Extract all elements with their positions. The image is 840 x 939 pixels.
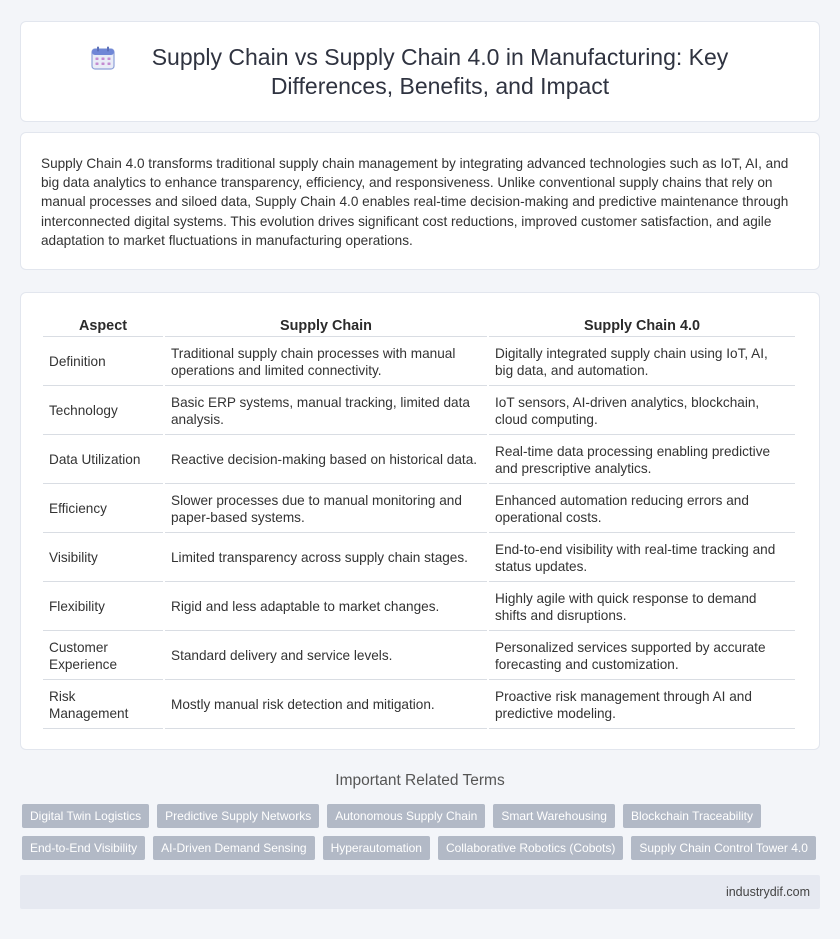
related-term-tag[interactable]: Autonomous Supply Chain bbox=[327, 804, 485, 828]
supply-chain-4-cell: IoT sensors, AI-driven analytics, blockchain, cloud computing. bbox=[489, 388, 795, 435]
aspect-cell: Definition bbox=[43, 339, 163, 386]
table-row bbox=[43, 682, 795, 729]
related-term-tag[interactable]: Supply Chain Control Tower 4.0 bbox=[631, 836, 816, 860]
table-row bbox=[43, 437, 795, 484]
related-term-tag[interactable]: End-to-End Visibility bbox=[22, 836, 145, 860]
table-row bbox=[43, 486, 795, 533]
aspect-cell: Efficiency bbox=[43, 486, 163, 533]
header-supply-chain: Supply Chain bbox=[165, 313, 487, 337]
header-supply-chain-4: Supply Chain 4.0 bbox=[489, 313, 795, 337]
page-title: Supply Chain vs Supply Chain 4.0 in Manufacturing: Key Differences, Benefits, and Impact bbox=[151, 43, 729, 99]
supply-chain-4-cell: Highly agile with quick response to demand shifts and disruptions. bbox=[489, 584, 795, 631]
table-row bbox=[43, 388, 795, 435]
footer bbox=[20, 875, 820, 909]
comparison-table bbox=[41, 311, 797, 731]
related-term-tag[interactable]: Hyperautomation bbox=[323, 836, 430, 860]
supply-chain-cell: Rigid and less adaptable to market changes. bbox=[165, 584, 487, 631]
related-term-tag[interactable]: Blockchain Traceability bbox=[623, 804, 761, 828]
related-term-tag[interactable]: Predictive Supply Networks bbox=[157, 804, 319, 828]
supply-chain-4-cell: End-to-end visibility with real-time tracking and status updates. bbox=[489, 535, 795, 582]
aspect-cell: Flexibility bbox=[43, 584, 163, 631]
supply-chain-cell: Standard delivery and service levels. bbox=[165, 633, 487, 680]
comparison-table-card bbox=[20, 292, 820, 750]
aspect-cell: Technology bbox=[43, 388, 163, 435]
intro-paragraph: Supply Chain 4.0 transforms traditional supply chain management by integrating advanced technologies such as IoT, AI, and big data analytics to enhance transparency, efficiency, and responsiveness. Unlike conventional supply chains that rely on manual processes and siloed data, Supply Chain 4.0 enables real-time decision-making and predictive maintenance through interconnected digital systems. This evolution drives significant cost reductions, improved customer satisfaction, and agile adaptation to market fluctuations in manufacturing operations. bbox=[41, 156, 789, 248]
supply-chain-cell: Limited transparency across supply chain stages. bbox=[165, 535, 487, 582]
supply-chain-cell: Mostly manual risk detection and mitigation. bbox=[165, 682, 487, 729]
supply-chain-cell: Traditional supply chain processes with manual operations and limited connectivity. bbox=[165, 339, 487, 386]
header-aspect: Aspect bbox=[43, 313, 163, 337]
title-card bbox=[20, 21, 820, 122]
supply-chain-4-cell: Real-time data processing enabling predictive and prescriptive analytics. bbox=[489, 437, 795, 484]
related-term-tag[interactable]: Smart Warehousing bbox=[493, 804, 615, 828]
table-row bbox=[43, 633, 795, 680]
title-wrap bbox=[90, 43, 750, 101]
supply-chain-cell: Slower processes due to manual monitoring and paper-based systems. bbox=[165, 486, 487, 533]
table-row bbox=[43, 584, 795, 631]
footer-site-link[interactable]: industrydif.com bbox=[725, 885, 810, 899]
related-term-tag[interactable]: Digital Twin Logistics bbox=[22, 804, 149, 828]
calendar-icon bbox=[90, 45, 116, 71]
aspect-cell: Risk Management bbox=[43, 682, 163, 729]
supply-chain-cell: Reactive decision-making based on historical data. bbox=[165, 437, 487, 484]
related-terms-row-1 bbox=[22, 804, 822, 828]
table-row bbox=[43, 339, 795, 386]
intro-card bbox=[20, 132, 820, 270]
aspect-cell: Data Utilization bbox=[43, 437, 163, 484]
table-header-row bbox=[43, 313, 795, 337]
related-terms-row-2 bbox=[22, 836, 822, 860]
table-row bbox=[43, 535, 795, 582]
supply-chain-4-cell: Enhanced automation reducing errors and operational costs. bbox=[489, 486, 795, 533]
supply-chain-4-cell: Proactive risk management through AI and predictive modeling. bbox=[489, 682, 795, 729]
supply-chain-cell: Basic ERP systems, manual tracking, limited data analysis. bbox=[165, 388, 487, 435]
related-terms-heading: Important Related Terms bbox=[335, 772, 505, 789]
related-term-tag[interactable]: Collaborative Robotics (Cobots) bbox=[438, 836, 623, 860]
supply-chain-4-cell: Personalized services supported by accurate forecasting and customization. bbox=[489, 633, 795, 680]
supply-chain-4-cell: Digitally integrated supply chain using IoT, AI, big data, and automation. bbox=[489, 339, 795, 386]
related-term-tag[interactable]: AI-Driven Demand Sensing bbox=[153, 836, 314, 860]
aspect-cell: Customer Experience bbox=[43, 633, 163, 680]
aspect-cell: Visibility bbox=[43, 535, 163, 582]
